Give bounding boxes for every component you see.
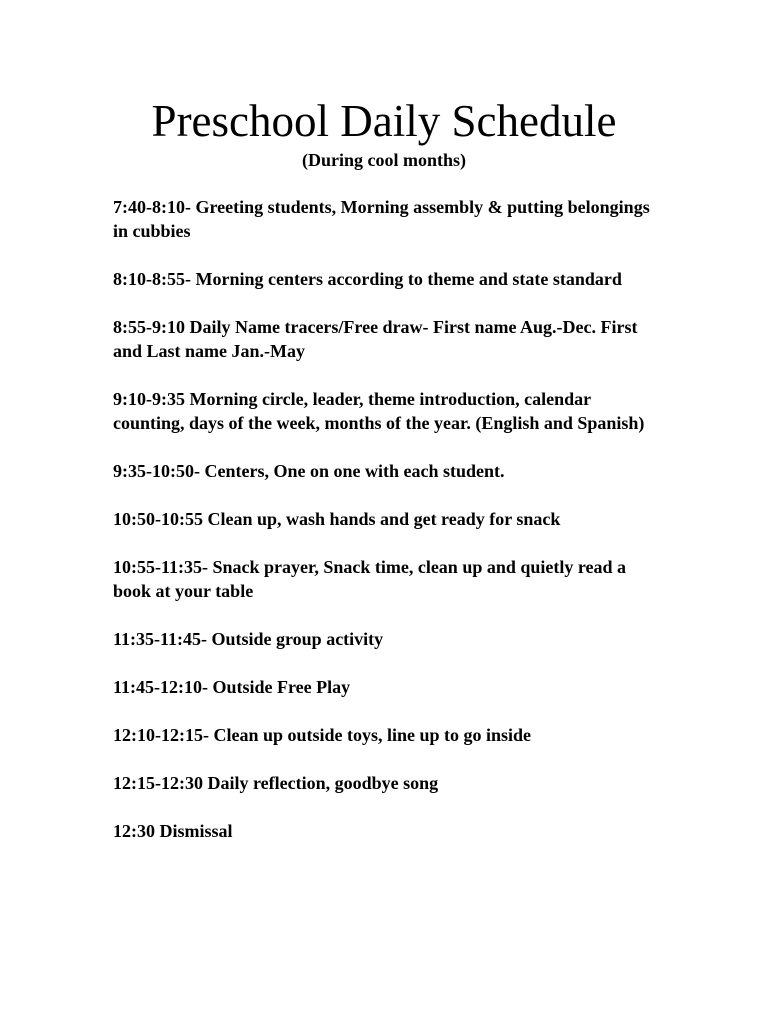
schedule-entry: 11:35-11:45- Outside group activity <box>113 629 384 649</box>
page-subtitle: (During cool months) <box>301 150 466 170</box>
schedule-entry: 8:55-9:10 Daily Name tracers/Free draw- First name Aug.-Dec. First and Last name Jan.-May <box>113 317 638 361</box>
page-title: Preschool Daily Schedule <box>151 96 617 146</box>
schedule-entry: 10:50-10:55 Clean up, wash hands and get ready for snack <box>113 509 561 529</box>
schedule-entry: 10:55-11:35- Snack prayer, Snack time, clean up and quietly read a book at your table <box>113 557 627 601</box>
schedule-list <box>113 195 658 867</box>
schedule-entry: 9:10-9:35 Morning circle, leader, theme introduction, calendar counting, days of the week, months of the year. (English and Spanish) <box>113 389 645 433</box>
schedule-entry: 11:45-12:10- Outside Free Play <box>113 677 351 697</box>
schedule-entry: 8:10-8:55- Morning centers according to theme and state standard <box>113 269 622 289</box>
schedule-entry: 12:15-12:30 Daily reflection, goodbye song <box>113 773 439 793</box>
schedule-entry: 9:35-10:50- Centers, One on one with each student. <box>113 461 505 481</box>
schedule-entry: 7:40-8:10- Greeting students, Morning assembly & putting belongings in cubbies <box>113 197 650 241</box>
schedule-entry: 12:10-12:15- Clean up outside toys, line up to go inside <box>113 725 532 745</box>
schedule-entry: 12:30 Dismissal <box>113 821 233 841</box>
